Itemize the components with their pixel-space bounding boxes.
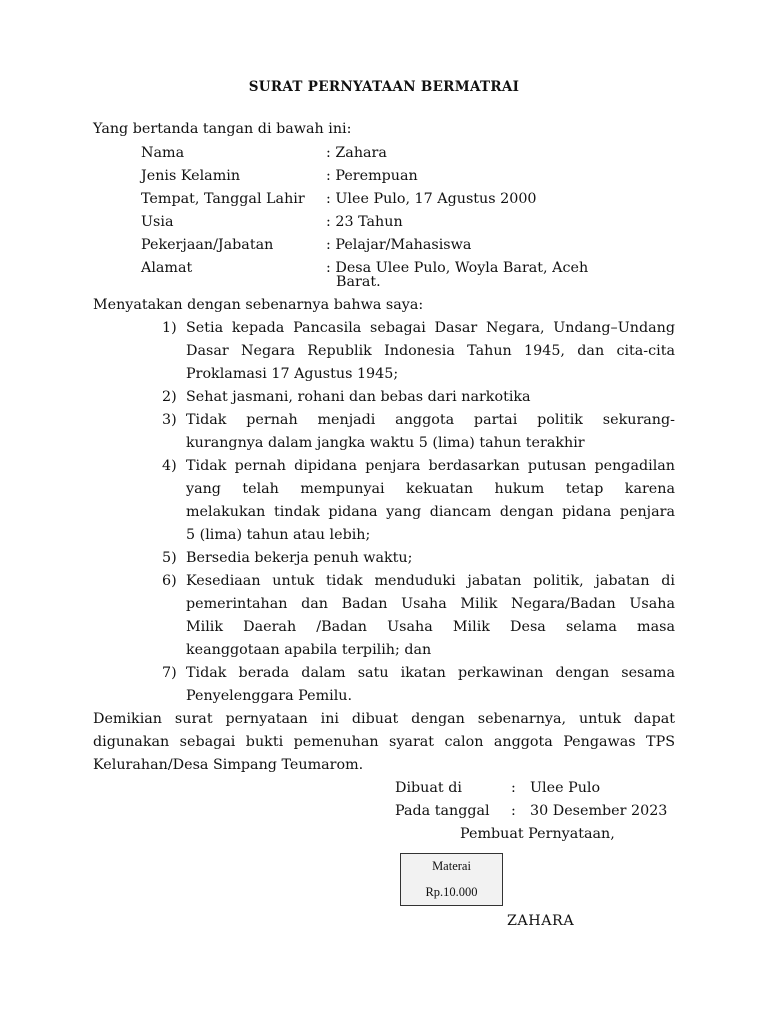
statement-intro: Menyatakan dengan sebenarnya bahwa saya: xyxy=(93,297,424,313)
identity-label: Nama xyxy=(141,145,185,161)
stamp-duty-box xyxy=(400,853,503,906)
list-item-line: pemerintahan dan Badan Usaha Milik Negara/Badan Usaha xyxy=(186,596,675,612)
stamp-amount: Rp.10.000 xyxy=(425,885,478,899)
list-item-line: Penyelenggara Pemilu. xyxy=(186,688,353,704)
place-value: Ulee Pulo xyxy=(530,780,601,796)
list-item-line: Setia kepada Pancasila sebagai Dasar Negara, Undang–Undang xyxy=(186,320,675,336)
list-item-line: Proklamasi 17 Agustus 1945; xyxy=(186,366,399,382)
closing-line: Kelurahan/Desa Simpang Teumarom. xyxy=(93,757,364,773)
identity-value: : Perempuan xyxy=(326,168,418,184)
identity-value: : Ulee Pulo, 17 Agustus 2000 xyxy=(326,191,537,207)
list-item-number: 6) xyxy=(162,573,177,589)
closing-line: digunakan sebagai bukti pemenuhan syarat calon anggota Pengawas TPS xyxy=(93,734,675,750)
list-item-number: 3) xyxy=(162,412,177,428)
list-item-line: Dasar Negara Republik Indonesia Tahun 1945, dan cita-cita xyxy=(186,343,675,359)
identity-label: Pekerjaan/Jabatan xyxy=(141,237,274,253)
list-item-line: Sehat jasmani, rohani dan bebas dari narkotika xyxy=(186,389,531,405)
closing-line: Demikian surat pernyataan ini dibuat dengan sebenarnya, untuk dapat xyxy=(93,711,675,727)
identity-label: Jenis Kelamin xyxy=(141,168,241,184)
date-separator: : xyxy=(511,803,516,819)
list-item-line: Tidak pernah menjadi anggota partai politik sekurang- xyxy=(186,412,675,428)
list-item-number: 5) xyxy=(162,550,177,566)
date-value: 30 Desember 2023 xyxy=(530,803,668,819)
list-item-line: Bersedia bekerja penuh waktu; xyxy=(186,550,413,566)
document-title: SURAT PERNYATAAN BERMATRAI xyxy=(248,79,520,95)
list-item-number: 2) xyxy=(162,389,177,405)
identity-value: : Desa Ulee Pulo, Woyla Barat, Aceh xyxy=(326,260,589,276)
list-item-line: Tidak berada dalam satu ikatan perkawinan dengan sesama xyxy=(186,665,675,681)
date-label: Pada tanggal xyxy=(395,803,490,819)
signer-title: Pembuat Pernyataan, xyxy=(460,826,615,842)
identity-value: : Pelajar/Mahasiswa xyxy=(326,237,472,253)
list-item-line: Kesediaan untuk tidak menduduki jabatan politik, jabatan di xyxy=(186,573,675,589)
list-item-number: 4) xyxy=(162,458,177,474)
identity-value: : Zahara xyxy=(326,145,387,161)
signer-name: ZAHARA xyxy=(507,913,575,929)
list-item-number: 7) xyxy=(162,665,177,681)
list-item-line: yang telah mempunyai kekuatan hukum tetap karena xyxy=(186,481,675,497)
intro-text: Yang bertanda tangan di bawah ini: xyxy=(93,121,352,137)
identity-label: Alamat xyxy=(141,260,193,276)
identity-value-continued: Barat. xyxy=(336,274,381,290)
list-item-number: 1) xyxy=(162,320,177,336)
identity-label: Usia xyxy=(141,214,174,230)
place-separator: : xyxy=(511,780,516,796)
list-item-line: keanggotaan apabila terpilih; dan xyxy=(186,642,432,658)
place-label: Dibuat di xyxy=(395,780,462,796)
identity-value: : 23 Tahun xyxy=(326,214,403,230)
list-item-line: Tidak pernah dipidana penjara berdasarkan putusan pengadilan xyxy=(186,458,675,474)
list-item-line: kurangnya dalam jangka waktu 5 (lima) tahun terakhir xyxy=(186,435,585,451)
list-item-line: melakukan tindak pidana yang diancam dengan pidana penjara xyxy=(186,504,675,520)
list-item-line: Milik Daerah /Badan Usaha Milik Desa selama masa xyxy=(186,619,675,635)
identity-label: Tempat, Tanggal Lahir xyxy=(141,191,305,207)
list-item-line: 5 (lima) tahun atau lebih; xyxy=(186,527,371,543)
stamp-label: Materai xyxy=(432,859,471,873)
